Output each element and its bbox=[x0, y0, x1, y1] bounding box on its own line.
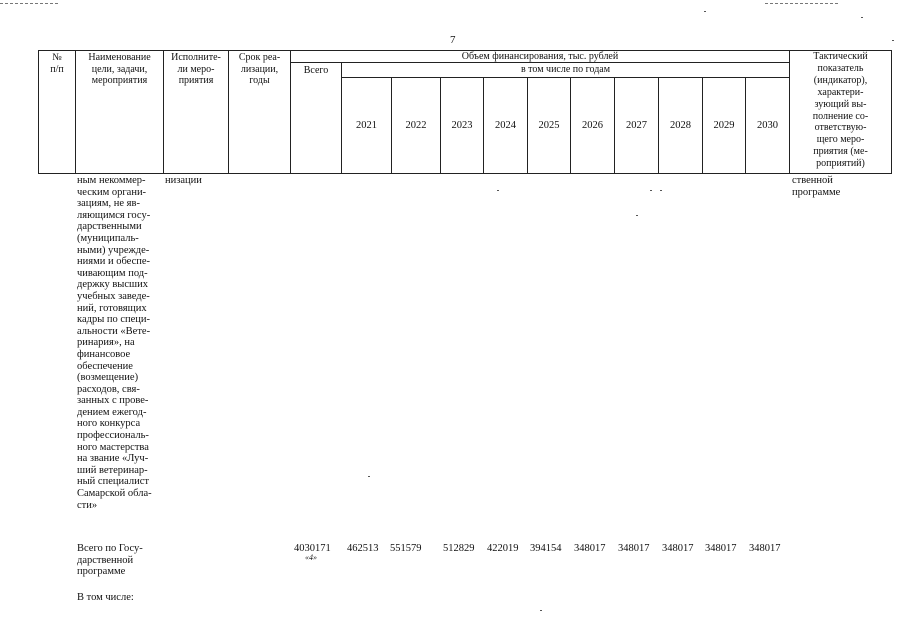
header-term: Срок реа- лизации, годы bbox=[238, 52, 281, 86]
header-year: 2021 bbox=[356, 120, 377, 131]
header-year: 2025 bbox=[538, 120, 560, 131]
executor-continuation: низации bbox=[165, 175, 202, 186]
year-value: 551579 bbox=[390, 543, 422, 554]
indicator-continuation: ственной программе bbox=[792, 175, 841, 198]
header-executors: Исполните- ли меро- приятия bbox=[171, 52, 221, 86]
total-note: «4» bbox=[305, 553, 317, 562]
year-value: 422019 bbox=[487, 543, 519, 554]
total-row-label: Всего по Госу- дарственной программе bbox=[77, 543, 143, 578]
page-number: 7 bbox=[450, 34, 456, 46]
header-year: 2024 bbox=[495, 120, 516, 131]
header-year: 2029 bbox=[713, 120, 735, 131]
header-year: 2030 bbox=[757, 120, 778, 131]
year-value: 348017 bbox=[705, 543, 737, 554]
header-name: Наименование цели, задачи, мероприятия bbox=[88, 52, 151, 86]
header-by-years: в том числе по годам bbox=[520, 64, 611, 75]
measure-name-continuation: ным некоммер- ческим органи- зациям, не яв- ляющимся госу- дарственными (муниципаль- ными) учрежде- ниями и обеспе- чивающим под- держку высших учебных заведе- ний, готовящих кадры по специ- альности «Вете- ринария», на финансовое обеспечение (возмещение) расходов, свя- занных с прове- дением ежегод- ного конкурса профессиональ- ного мастерства на звание «Луч- ший ветеринар- ный специалист Самарской обла- сти» bbox=[77, 175, 152, 511]
header-funding-title: Объем финансирования, тыс. рублей bbox=[461, 51, 619, 62]
year-value: 348017 bbox=[574, 543, 606, 554]
total-value: 4030171 bbox=[294, 543, 331, 554]
header-number: № п/п bbox=[50, 52, 64, 75]
year-value: 394154 bbox=[530, 543, 562, 554]
header-year: 2023 bbox=[451, 120, 473, 131]
year-value: 348017 bbox=[662, 543, 694, 554]
header-year: 2027 bbox=[626, 120, 647, 131]
header-year: 2026 bbox=[582, 120, 603, 131]
year-value: 462513 bbox=[347, 543, 379, 554]
header-year: 2028 bbox=[670, 120, 691, 131]
header-indicator: Тактический показатель (индикатор), характери- зующий вы- полнение со- ответствую- щего меро- приятия (ме- роприятий) bbox=[812, 51, 869, 170]
year-value: 348017 bbox=[618, 543, 650, 554]
header-total: Всего bbox=[303, 65, 329, 76]
including-label: В том числе: bbox=[77, 592, 134, 603]
year-value: 512829 bbox=[443, 543, 475, 554]
year-value: 348017 bbox=[749, 543, 781, 554]
header-year: 2022 bbox=[405, 120, 427, 131]
